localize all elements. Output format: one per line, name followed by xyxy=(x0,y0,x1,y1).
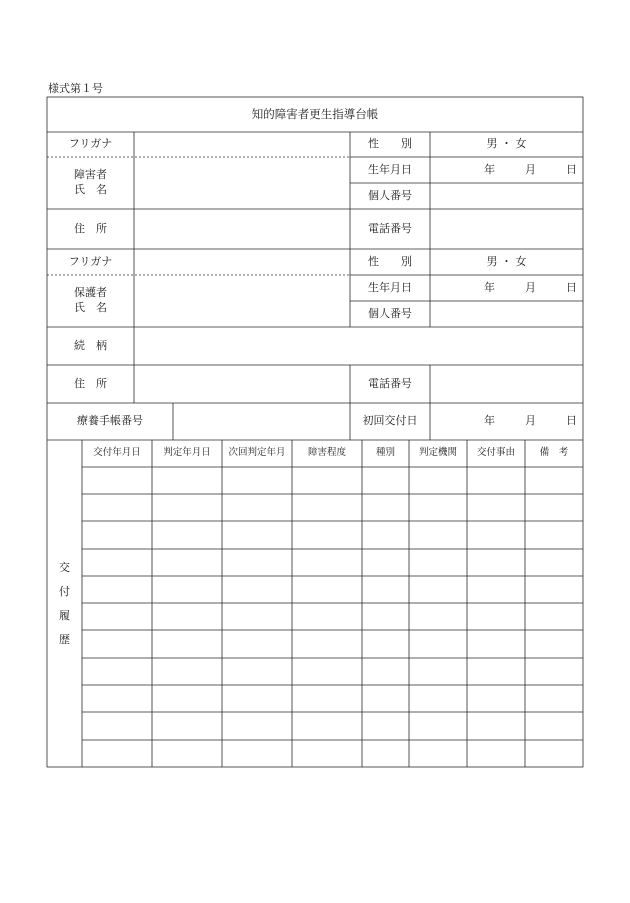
guardian-birthdate-label: 生年月日 xyxy=(368,280,412,294)
history-col-header: 種別 xyxy=(375,447,395,459)
guardian-gender-options[interactable]: 男 ・ 女 xyxy=(486,254,527,268)
guardian-name-label: 保護者 氏 名 xyxy=(74,286,107,314)
history-col-header: 交付年月日 xyxy=(93,447,141,459)
day-unit: 日 xyxy=(566,414,577,428)
year-unit: 年 xyxy=(484,414,495,428)
guardian-relationship-label: 続 柄 xyxy=(74,338,107,352)
person-individual-number-label: 個人番号 xyxy=(368,188,412,202)
day-unit: 日 xyxy=(566,280,577,294)
guardian-address-label: 住 所 xyxy=(74,376,107,390)
person-furigana-label: フリガナ xyxy=(68,137,113,151)
outer-border xyxy=(47,97,583,767)
history-col-header: 判定機関 xyxy=(418,447,457,459)
guardian-gender-label: 性 別 xyxy=(368,254,412,268)
history-col-header: 障害程度 xyxy=(307,447,346,459)
day-unit: 日 xyxy=(566,162,577,176)
person-phone-label: 電話番号 xyxy=(368,221,412,235)
guardian-phone-label: 電話番号 xyxy=(368,376,412,390)
history-side-char: 交 xyxy=(59,560,70,574)
form-number: 様式第１号 xyxy=(48,82,103,95)
year-unit: 年 xyxy=(484,280,495,294)
history-col-header: 交付事由 xyxy=(476,447,515,459)
guardian-furigana-label: フリガナ xyxy=(68,254,113,268)
person-birthdate-label: 生年月日 xyxy=(368,162,412,176)
history-col-header: 備 考 xyxy=(539,447,569,459)
month-unit: 月 xyxy=(525,162,536,176)
guardian-individual-number-label: 個人番号 xyxy=(368,306,412,320)
history-side-char: 履 xyxy=(59,608,70,622)
person-gender-options[interactable]: 男 ・ 女 xyxy=(486,137,527,151)
person-gender-label: 性 別 xyxy=(368,137,412,151)
first-issue-label: 初回交付日 xyxy=(362,414,418,428)
month-unit: 月 xyxy=(525,414,536,428)
person-name-label: 障害者 氏 名 xyxy=(74,168,107,196)
history-side-char: 付 xyxy=(59,584,70,598)
notebook-number-label: 療養手帳番号 xyxy=(77,414,143,428)
form-title: 知的障害者更生指導台帳 xyxy=(251,106,379,121)
history-side-char: 歴 xyxy=(59,632,70,646)
history-col-header: 次回判定年月 xyxy=(228,447,286,459)
history-col-header: 判定年月日 xyxy=(163,447,211,459)
person-address-label: 住 所 xyxy=(74,221,107,235)
year-unit: 年 xyxy=(484,162,495,176)
month-unit: 月 xyxy=(525,280,536,294)
